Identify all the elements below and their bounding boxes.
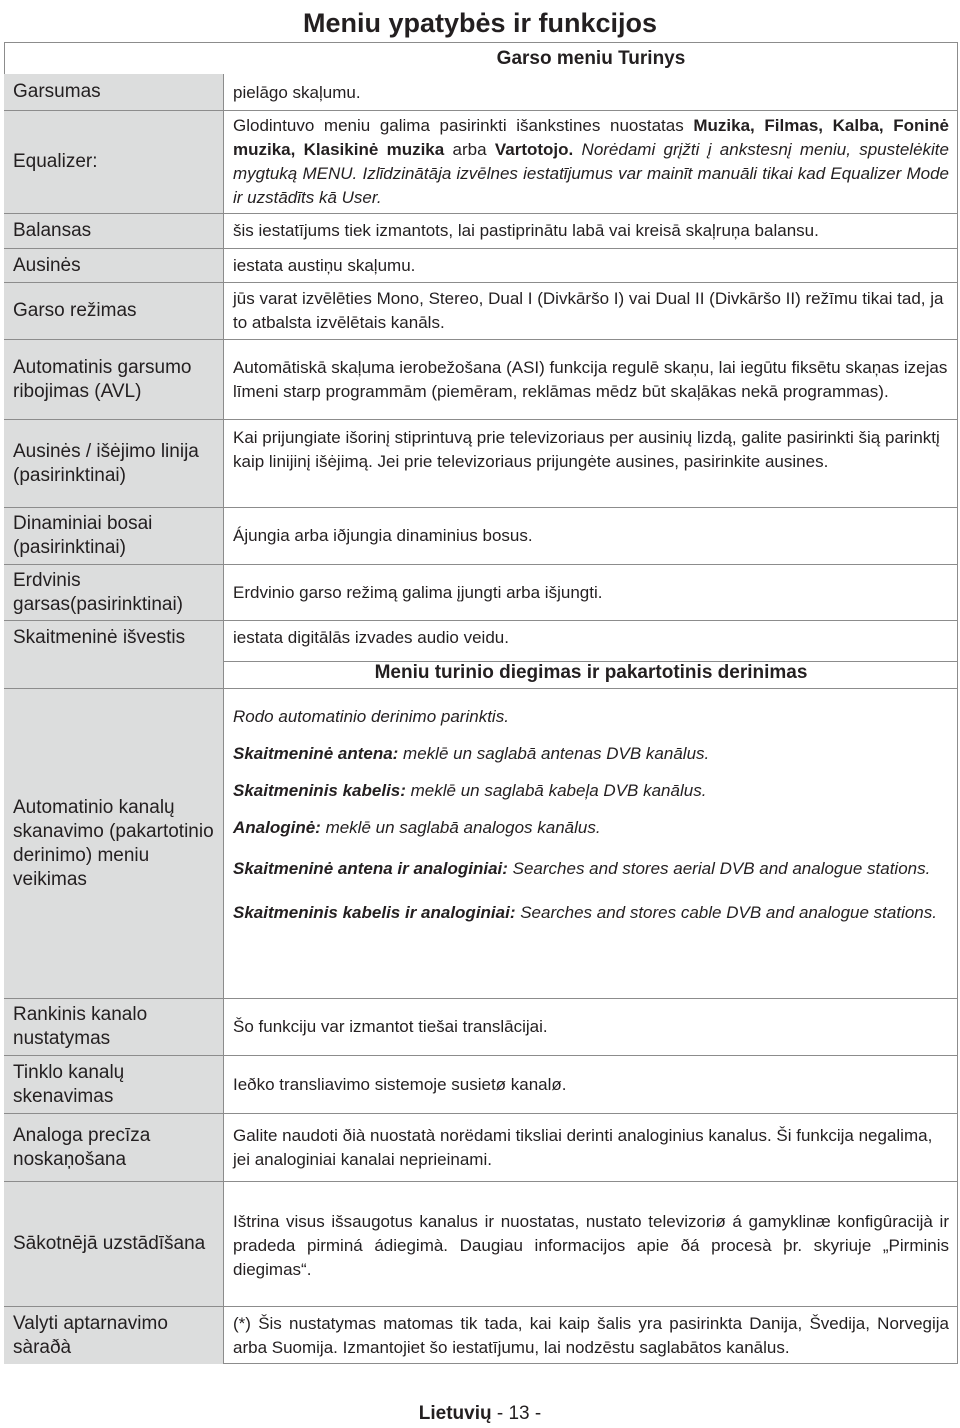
row-balansas — [4, 214, 958, 249]
row-label: Valyti aptarnavimo sàraðà — [4, 1307, 224, 1364]
row-label: Ausinės / išėjimo linija (pasirinktinai) — [4, 420, 224, 507]
page-footer — [0, 1403, 960, 1425]
footer-page-number: - 13 - — [491, 1403, 542, 1424]
row-skaitmenine — [4, 621, 958, 655]
row-analoga — [4, 1114, 958, 1182]
row-text: (*) Šis nustatymas matomas tik tada, kai kaip šalis yra pasirinkta Danija, Švedija, Norvegija arba Suomija. Izmantojiet šo iestatījumu, lai nodzēstu saglabātos kanālus. — [233, 1313, 949, 1357]
row-text: šis iestatījums tiek izmantots, lai pastiprinātu labā vai kreisā skaļruņa balansu. — [233, 221, 819, 240]
row-auto-scan — [4, 689, 958, 999]
row-label: Ausinės — [4, 249, 224, 282]
row-ausines — [4, 249, 958, 283]
row-label: Analoga precīza noskaņošana — [4, 1114, 224, 1181]
row-equalizer — [4, 111, 958, 214]
row-tinklo — [4, 1056, 958, 1114]
row-rankinis — [4, 999, 958, 1056]
row-label: Skaitmeninė išvestis — [4, 621, 224, 655]
row-text: iestata digitālās izvades audio veidu. — [233, 628, 509, 647]
row-label: Sākotnējā uzstādīšana — [4, 1182, 224, 1306]
row-text: Automātiskā skaļuma ierobežošana (ASI) funkcija regulē skaņu, lai iegūtu fiksētu skaņas izejas līmeni starp programmām (piemēram, reklāmas mēdz būt skaļākas nekā programmas). — [233, 357, 948, 401]
row-valyti — [4, 1307, 958, 1364]
row-text: Ištrina visus išsaugotus kanalus ir nuostatas, nustato televizoriø á gamyklinæ konfigûracijà ir pradeda pirminá ádiegimà. Daugiau informacijos apie ðá procesà þr. skyriuje „Pirminis diegimas“. — [233, 1212, 949, 1279]
row-garso-rezimas — [4, 283, 958, 340]
section-header-audio: Garso meniu Turinys — [496, 48, 686, 69]
row-bosai — [4, 508, 958, 565]
row-text: Erdvinio garso režimą galima įjungti arba išjungti. — [233, 582, 603, 602]
row-label: Automatinis garsumo ribojimas (AVL) — [4, 340, 224, 419]
row-label: Rankinis kanalo nustatymas — [4, 999, 224, 1055]
row-text: Ájungia arba iðjungia dinaminius bosus. — [233, 526, 533, 545]
scan-option-digital-aerial: Skaitmeninė antena: meklē un saglabā antenas DVB kanālus. — [233, 744, 710, 763]
row-text: Šo funkciju var izmantot tiešai translācijai. — [233, 1017, 548, 1036]
row-label: Equalizer: — [4, 111, 224, 213]
row-text: jūs varat izvēlēties Mono, Stereo, Dual I (Divkāršo I) vai Dual II (Divkāršo II) režīmu tikai tad, ja to atbalsta izvēlētais kanāls. — [233, 289, 944, 332]
row-label: Garso režimas — [4, 283, 224, 339]
row-garsumas — [4, 74, 958, 111]
auto-scan-intro: Rodo automatinio derinimo parinktis. — [233, 707, 509, 726]
scan-option-digital-cable: Skaitmeninis kabelis: meklē un saglabā kabeļa DVB kanālus. — [233, 781, 707, 800]
row-label: Dinaminiai bosai (pasirinktinai) — [4, 508, 224, 564]
page-title: Meniu ypatybės ir funkcijos — [302, 8, 658, 38]
row-label: Garsumas — [4, 74, 224, 110]
row-avl — [4, 340, 958, 420]
row-text: Glodintuvo meniu galima pasirinkti išankstines nuostatas Muzika, Filmas, Kalba, Foninė muzika, Klasikinė muzika arba Vartotojo. Norėdami grįžti į ankstesnį meniu, spustelėkite mygtuką MENU. Izlīdzinātāja izvēlnes iestatījumus var mainīt manuāli tikai kad Equalizer Mode ir uzstādīts kā User. — [233, 116, 949, 207]
row-ausines-linija — [4, 420, 958, 508]
section-header-installation: Meniu turinio diegimas ir pakartotinis derinimas — [224, 661, 958, 684]
row-label: Balansas — [4, 214, 224, 248]
row-text: Galite naudoti ðià nuostatà norëdami tiksliai derinti analoginius kanalus. Ši funkcija negalima, jei analoginiai kanalai neprieinami. — [233, 1125, 933, 1169]
row-label: Automatinio kanalų skanavimo (pakartotinio derinimo) meniu veikimas — [4, 689, 224, 998]
row-erdvinis — [4, 565, 958, 621]
row-text: Kai prijungiate išorinį stiprintuvą prie televizoriaus per ausinių lizdą, galite pasirinkti šią parinktį kaip linijinį išėjimą. Jei prie televizoriaus prijungėte ausines, pasirinkite ausines. — [233, 428, 940, 471]
row-text: pielāgo skaļumu. — [233, 83, 361, 102]
row-text: Ieðko transliavimo sistemoje susietø kanalø. — [233, 1074, 567, 1094]
row-sakotneja — [4, 1182, 958, 1307]
footer-language: Lietuvių — [418, 1403, 492, 1424]
row-text: iestata austiņu skaļumu. — [233, 255, 416, 275]
row-label: Erdvinis garsas(pasirinktinai) — [4, 565, 224, 620]
row-label: Tinklo kanalų skenavimas — [4, 1056, 224, 1113]
scan-option-aerial-analogue: Skaitmeninė antena ir analoginiai: Searches and stores aerial DVB and analogue stations. — [233, 859, 931, 878]
scan-option-analogue: Analoginė: meklē un saglabā analogos kanālus. — [233, 818, 601, 837]
scan-option-cable-analogue: Skaitmeninis kabelis ir analoginiai: Searches and stores cable DVB and analogue stations. — [233, 903, 937, 922]
